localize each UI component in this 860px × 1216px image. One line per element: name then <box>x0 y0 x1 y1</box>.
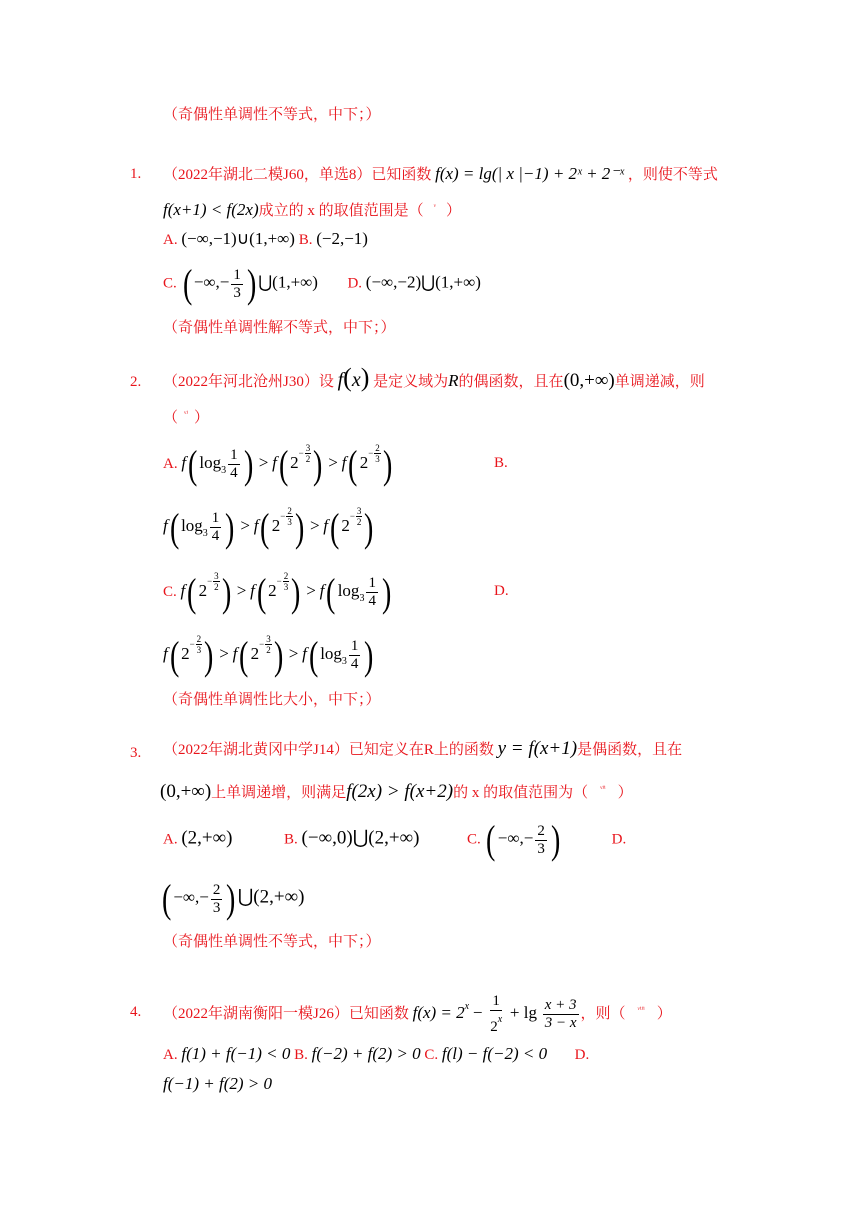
q2-option-b-label[interactable]: B. <box>494 455 508 471</box>
q3-stem-line2: (0,+∞)上单调递增，则满足f(2x) > f(x+2)的 x 的取值范围为（ $^{ᵛ^{ii}}$ ） <box>160 781 633 802</box>
q4-option-c: f(l) − f(−2) < 0 <box>441 1044 548 1063</box>
q2-stem-line1: （2022年河北沧州J30）设 f(x) 是定义域为R的偶函数，且在(0,+∞)单调递减，则 <box>163 363 705 392</box>
q2-option-d: f( 2− 2 3 ) > f( 2− 3 2 ) > f( $\log_3$ $\frac{1}{4}$ ) <box>163 632 374 678</box>
q2-option-a: A. f( $\log_3$ $\frac{1}{4}$ ) > f( 2− 3 2 ) > f( 2− 2 3 ) <box>163 441 393 487</box>
q1-options-ab <box>163 229 368 250</box>
q2-note: （奇偶性单调性比大小，中下；） <box>163 692 381 708</box>
q3-stem-line1: （2022年湖北黄冈中学J14）已知定义在R上的函数 y = f(x+1)是偶函数，且在 <box>163 738 683 759</box>
q1-source: （2022年湖北二模J60，单选8）已知函数 <box>163 167 432 183</box>
q4-stem: （2022年湖南衡阳一模J26）已知函数 $f(x) = 2^x$ − $\frac{1}{2^x}$ + lg $\frac{x + 3}{3 - x}$ ，则（ $^{ᵛ^{iii}}$ ） <box>163 993 672 1035</box>
q3-option-b-label[interactable]: B. <box>284 831 298 848</box>
q2-option-d-label-wrap <box>494 581 509 601</box>
q1-option-b: (−2,−1) <box>316 229 368 248</box>
q4-number: 4. <box>130 1004 142 1020</box>
q2-option-b: f( $\log_3$ $\frac{1}{4}$ ) > f( 2− 2 3 ) > f( 2− 3 2 ) <box>163 504 374 550</box>
q2-number: 2. <box>130 374 142 390</box>
q4-option-d-label[interactable]: D. <box>574 1047 590 1063</box>
q1-option-d: (−∞,−2)⋃(1,+∞) <box>365 272 481 292</box>
q2-answer-paren: （ $^{ᵛ^i}$ ） <box>163 409 209 426</box>
q4-option-d: f(−1) + f(2) > 0 <box>163 1074 273 1093</box>
q3-options-abcd: A. (2,+∞) B. (−∞,0)⋃(2,+∞) C. ( −∞,− $\frac{2}{3}$ ) D. <box>163 817 627 862</box>
q1-func: f(x) = lg(| x |−1) + 2ˣ + 2⁻ˣ <box>435 164 625 183</box>
q1-stem-line2: f(x+1) < f(2x)成立的 x 的取值范围是（ $^ᵛ$ ） <box>163 200 462 219</box>
q2-option-b-label-wrap <box>494 453 508 473</box>
q1-options-cd: C. ( −∞,− $\frac{1}{3}$ ) ⋃(1,+∞) D. (−∞,−2)⋃(1,+∞) <box>163 261 481 306</box>
q1-tail: ，则使不等式 <box>627 167 718 183</box>
q4-option-a: f(1) + f(−1) < 0 <box>181 1044 291 1063</box>
q3-option-d-tail: ⋃(2,+∞) <box>237 886 305 908</box>
q2-option-a-label[interactable]: A. <box>163 456 178 472</box>
q2-option-c: C. f( 2− 3 2 ) > f( 2− 2 3 ) > f( $\log_3$ $\frac{1}{4}$ ) <box>163 569 392 615</box>
q4-option-a-label[interactable]: A. <box>163 1047 178 1063</box>
q1-option-c-tail: ⋃(1,+∞) <box>258 272 318 292</box>
q2-option-c-label[interactable]: C. <box>163 584 177 600</box>
q1-note: （奇偶性单调性解不等式，中下；） <box>163 320 396 336</box>
q1-option-a: (−∞,−1)∪(1,+∞) <box>181 229 295 248</box>
q4-option-b-label[interactable]: B. <box>294 1047 308 1063</box>
q3-option-d: ( −∞,− $\frac{2}{3}$ ) ⋃(2,+∞) <box>161 876 305 921</box>
q3-func: y = f(x+1) <box>497 738 578 759</box>
q3-option-d-label[interactable]: D. <box>611 831 627 848</box>
q3-option-c-label[interactable]: C. <box>466 831 481 848</box>
q3-number: 3. <box>130 745 142 761</box>
q1-option-d-label[interactable]: D. <box>347 275 363 292</box>
q1-option-a-label[interactable]: A. <box>163 232 178 248</box>
q1-option-b-label[interactable]: B. <box>298 232 313 248</box>
header-note: （奇偶性单调性不等式，中下；） <box>163 107 381 123</box>
q4-option-b: f(−2) + f(2) > 0 <box>311 1044 421 1063</box>
q2-interval: (0,+∞) <box>563 370 615 391</box>
q3-inequality: f(2x) > f(x+2) <box>346 781 454 802</box>
q3-option-a-label[interactable]: A. <box>163 831 178 848</box>
q3-option-a: (2,+∞) <box>181 827 233 849</box>
q1-stem-line1 <box>163 164 718 185</box>
q4-option-c-label[interactable]: C. <box>424 1047 439 1063</box>
q3-note: （奇偶性单调性不等式，中下；） <box>163 934 381 950</box>
q1-option-c-label[interactable]: C. <box>163 275 177 292</box>
q2-option-d-label[interactable]: D. <box>494 583 509 599</box>
q1-number: 1. <box>130 166 142 182</box>
q4-options-abcd <box>163 1044 589 1065</box>
q1-inequality: f(x+1) < f(2x) <box>163 200 259 219</box>
q3-option-b: (−∞,0)⋃(2,+∞) <box>301 827 420 849</box>
